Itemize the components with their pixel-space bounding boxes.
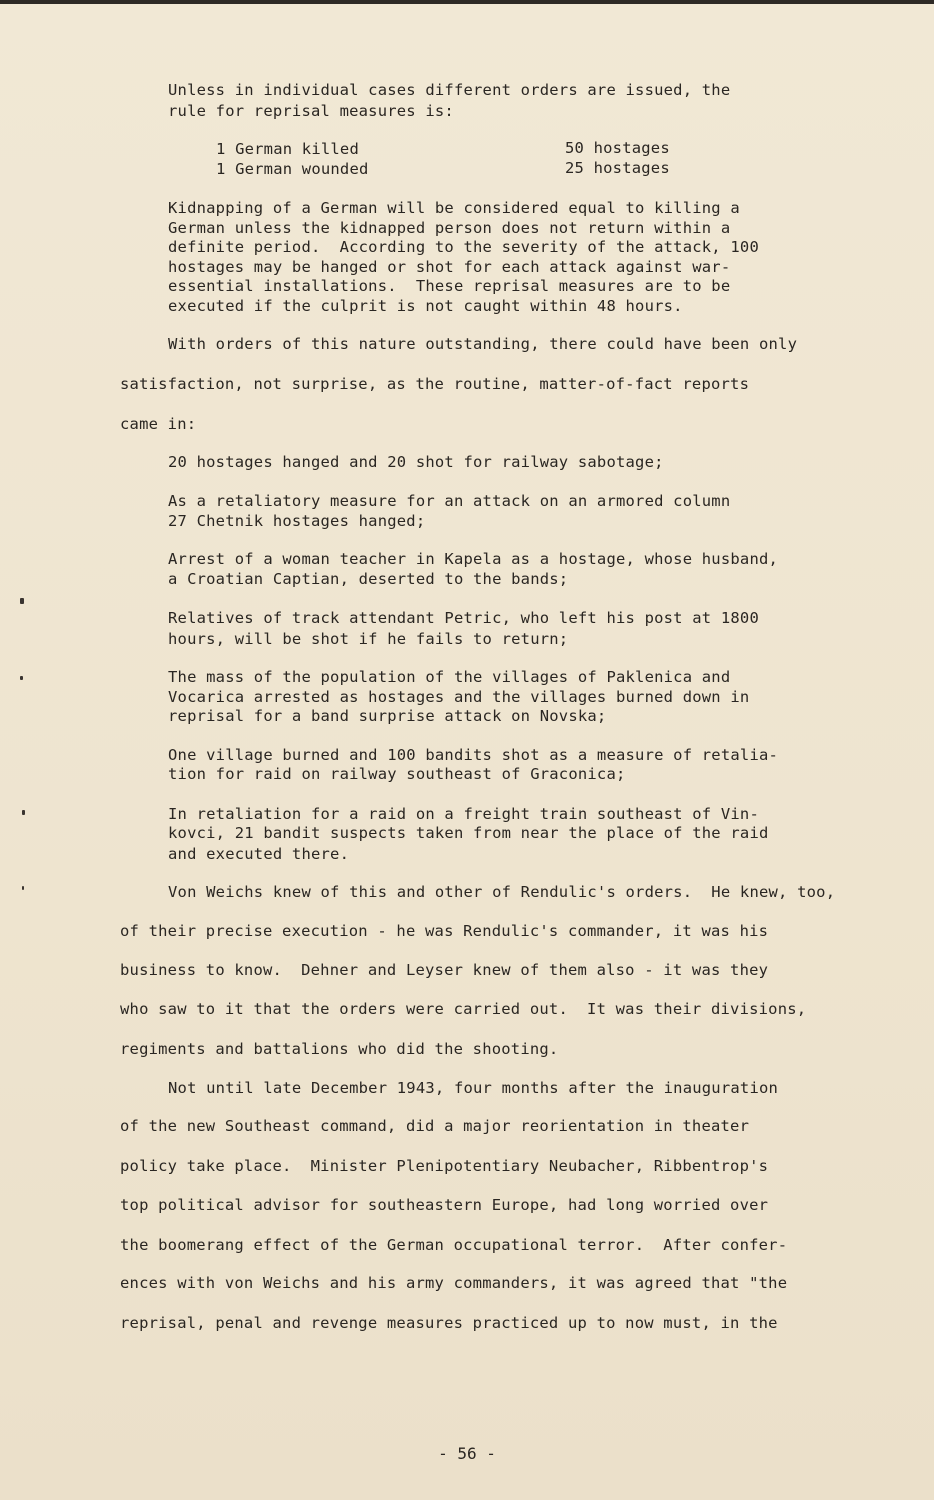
body-line: satisfaction, not surprise, as the routine, matter-of-fact reports (120, 375, 750, 393)
intro-line: rule for reprisal measures is: (168, 102, 454, 120)
body-line: reprisal, penal and revenge measures practiced up to now must, in the (120, 1314, 778, 1332)
intro-line: Unless in individual cases different orders are issued, the (168, 81, 731, 99)
report-line: hours, will be shot if he fails to return; (168, 630, 569, 648)
report-line: In retaliation for a raid on a freight train southeast of Vin- (168, 805, 759, 823)
report-line: kovci, 21 bandit suspects taken from near the place of the raid (168, 824, 769, 842)
kidnap-line: Kidnapping of a German will be considered equal to killing a (168, 199, 740, 217)
body-line: ences with von Weichs and his army commanders, it was agreed that "the (120, 1274, 788, 1292)
margin-mark (22, 886, 24, 890)
rule-event: 1 German killed (216, 140, 359, 158)
rule-event: 1 German wounded (216, 160, 369, 178)
body-line: With orders of this nature outstanding, there could have been only (168, 335, 798, 353)
margin-mark (20, 676, 23, 680)
report-line: reprisal for a band surprise attack on Novska; (168, 707, 607, 725)
report-line: and executed there. (168, 845, 350, 863)
body-line: regiments and battalions who did the shooting. (120, 1040, 559, 1058)
report-line: a Croatian Captian, deserted to the bands; (168, 570, 569, 588)
report-line: Relatives of track attendant Petric, who left his post at 1800 (168, 609, 759, 627)
report-line: As a retaliatory measure for an attack on an armored column (168, 492, 731, 510)
kidnap-line: definite period. According to the severity of the attack, 100 (168, 238, 759, 256)
report-line: Vocarica arrested as hostages and the villages burned down in (168, 688, 750, 706)
rule-hostages: 25 hostages (565, 159, 670, 177)
kidnap-line: German unless the kidnapped person does not return within a (168, 219, 731, 237)
margin-mark (20, 598, 24, 604)
body-line: came in: (120, 415, 197, 433)
body-line: business to know. Dehner and Leyser knew of them also - it was they (120, 961, 769, 979)
page-number: - 56 - (438, 1444, 496, 1463)
report-line: 27 Chetnik hostages hanged; (168, 512, 426, 530)
report-line: The mass of the population of the villages of Paklenica and (168, 668, 731, 686)
rule-hostages: 50 hostages (565, 139, 670, 157)
margin-mark (22, 810, 25, 815)
body-line: top political advisor for southeastern Europe, had long worried over (120, 1196, 769, 1214)
body-line: the boomerang effect of the German occupational terror. After confer- (120, 1236, 788, 1254)
report-line: Arrest of a woman teacher in Kapela as a hostage, whose husband, (168, 550, 779, 568)
body-line: Von Weichs knew of this and other of Rendulic's orders. He knew, too, (168, 883, 836, 901)
body-line: of the new Southeast command, did a major reorientation in theater (120, 1117, 750, 1135)
body-line: policy take place. Minister Plenipotentiary Neubacher, Ribbentrop's (120, 1157, 769, 1175)
kidnap-line: hostages may be hanged or shot for each attack against war- (168, 258, 731, 276)
kidnap-line: essential installations. These reprisal measures are to be (168, 277, 731, 295)
report-line: 20 hostages hanged and 20 shot for railway sabotage; (168, 453, 664, 471)
body-line: Not until late December 1943, four months after the inauguration (168, 1079, 779, 1097)
body-line: who saw to it that the orders were carried out. It was their divisions, (120, 1000, 807, 1018)
top-edge (0, 0, 934, 4)
kidnap-line: executed if the culprit is not caught within 48 hours. (168, 297, 683, 315)
report-line: tion for raid on railway southeast of Graconica; (168, 765, 626, 783)
report-line: One village burned and 100 bandits shot as a measure of retalia- (168, 746, 779, 764)
body-line: of their precise execution - he was Rendulic's commander, it was his (120, 922, 769, 940)
